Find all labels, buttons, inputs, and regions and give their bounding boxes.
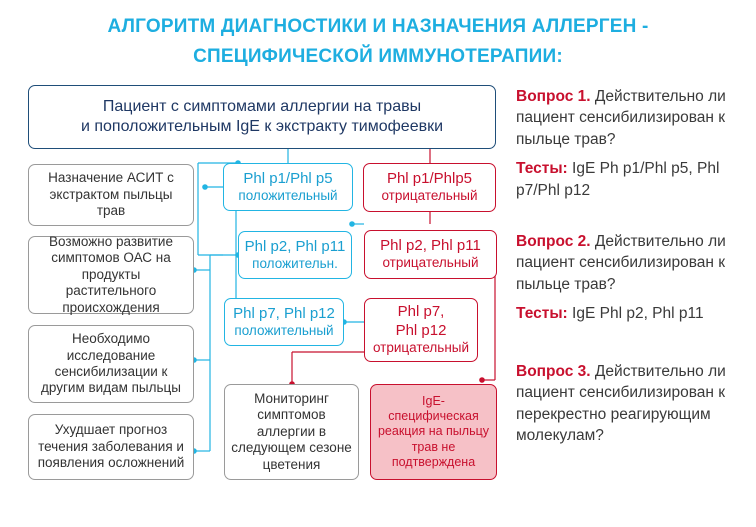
question-1-tests-label: Тесты: xyxy=(516,160,568,178)
phl-p7-positive-box xyxy=(224,298,344,346)
phl-p7-negative-marker-1: Phl p7, xyxy=(397,303,445,321)
phl-p1-negative-result: отрицательный xyxy=(381,188,478,204)
phl-p7-negative-marker-2: Phl p12 xyxy=(395,321,447,339)
prognosis-box xyxy=(28,414,194,480)
oas-text: Возможно развитие симптомов ОАС на продукты растительного происхождения xyxy=(49,233,173,315)
monitoring-box xyxy=(224,384,359,480)
phl-p7-negative-box xyxy=(364,298,478,362)
question-3-text: Действительно ли пациент сенсибилизирован к перекрестно реагирующим молекулам? xyxy=(516,363,726,445)
question-3-label: Вопрос 3. xyxy=(516,363,591,380)
phl-p7-negative-result: отрицательный xyxy=(372,340,470,356)
phl-p2-negative-box xyxy=(364,230,497,279)
prognosis-text: Ухудшает прогноз течения заболевания и появления осложнений xyxy=(37,422,185,471)
phl-p2-positive-box xyxy=(238,231,352,279)
phl-p7-positive-result: положительный xyxy=(234,322,334,338)
not-confirmed-box xyxy=(370,384,497,480)
phl-p1-negative-box xyxy=(363,163,496,212)
asit-box xyxy=(28,164,194,226)
question-2 xyxy=(516,231,748,295)
question-2-tests xyxy=(516,303,748,324)
oas-box xyxy=(28,233,194,315)
phl-p7-positive-marker: Phl p7, Phl p12 xyxy=(233,304,335,322)
phl-p2-positive-result: положительн. xyxy=(252,255,338,271)
question-3-block xyxy=(516,361,748,447)
monitoring-text: Мониторинг симптомов аллергии в следующем сезоне цветения xyxy=(231,390,352,472)
question-2-label: Вопрос 2. xyxy=(516,233,591,250)
asit-text: Назначение АСИТ с экстрактом пыльцы трав xyxy=(48,170,174,219)
question-2-tests-text: IgE Phl p2, Phl p11 xyxy=(572,305,704,323)
question-2-block xyxy=(516,231,748,325)
patient-line-1: Пациент с симптомами аллергии на травы xyxy=(102,98,422,116)
phl-p2-negative-marker: Phl p2, Phl p11 xyxy=(380,237,481,255)
patient-line-2: и поположительным IgE к экстракту тимофеевки xyxy=(80,118,444,135)
phl-p2-positive-marker: Phl p2, Phl p11 xyxy=(244,237,346,255)
page-title-line-2: СПЕЦИФИЧЕСКОЙ ИММУНОТЕРАПИИ: xyxy=(193,46,563,67)
not-confirmed-text: IgE- специфическая реакция на пыльцу трав не подтверждена xyxy=(377,393,489,469)
question-1-tests xyxy=(516,158,748,201)
question-3 xyxy=(516,361,748,447)
phl-p1-negative-marker: Phl p1/Phlp5 xyxy=(386,170,473,188)
question-1 xyxy=(516,86,748,150)
page-title-line-1: АЛГОРИТМ ДИАГНОСТИКИ И НАЗНАЧЕНИЯ АЛЛЕРГЕН - xyxy=(107,16,649,37)
patient-box xyxy=(28,85,496,149)
research-box xyxy=(28,325,194,403)
question-1-tests-text: IgE Ph p1/Phl p5, Phl p7/Phl p12 xyxy=(516,160,720,199)
question-2-text: Действительно ли пациент сенсибилизирован к пыльце трав? xyxy=(516,233,726,293)
question-1-block xyxy=(516,86,748,201)
phl-p2-negative-result: отрицательный xyxy=(382,255,479,271)
phl-p1-positive-box xyxy=(223,163,353,211)
research-text: Необходимо исследование сенсибилизации к другим видам пыльцы xyxy=(41,331,181,396)
question-1-text: Действительно ли пациент сенсибилизирован к пыльце трав? xyxy=(516,88,726,148)
question-1-label: Вопрос 1. xyxy=(516,88,591,105)
question-2-tests-label: Тесты: xyxy=(516,305,568,323)
phl-p1-positive-marker: Phl p1/Phl p5 xyxy=(243,169,333,187)
phl-p1-positive-result: положительный xyxy=(238,187,338,203)
